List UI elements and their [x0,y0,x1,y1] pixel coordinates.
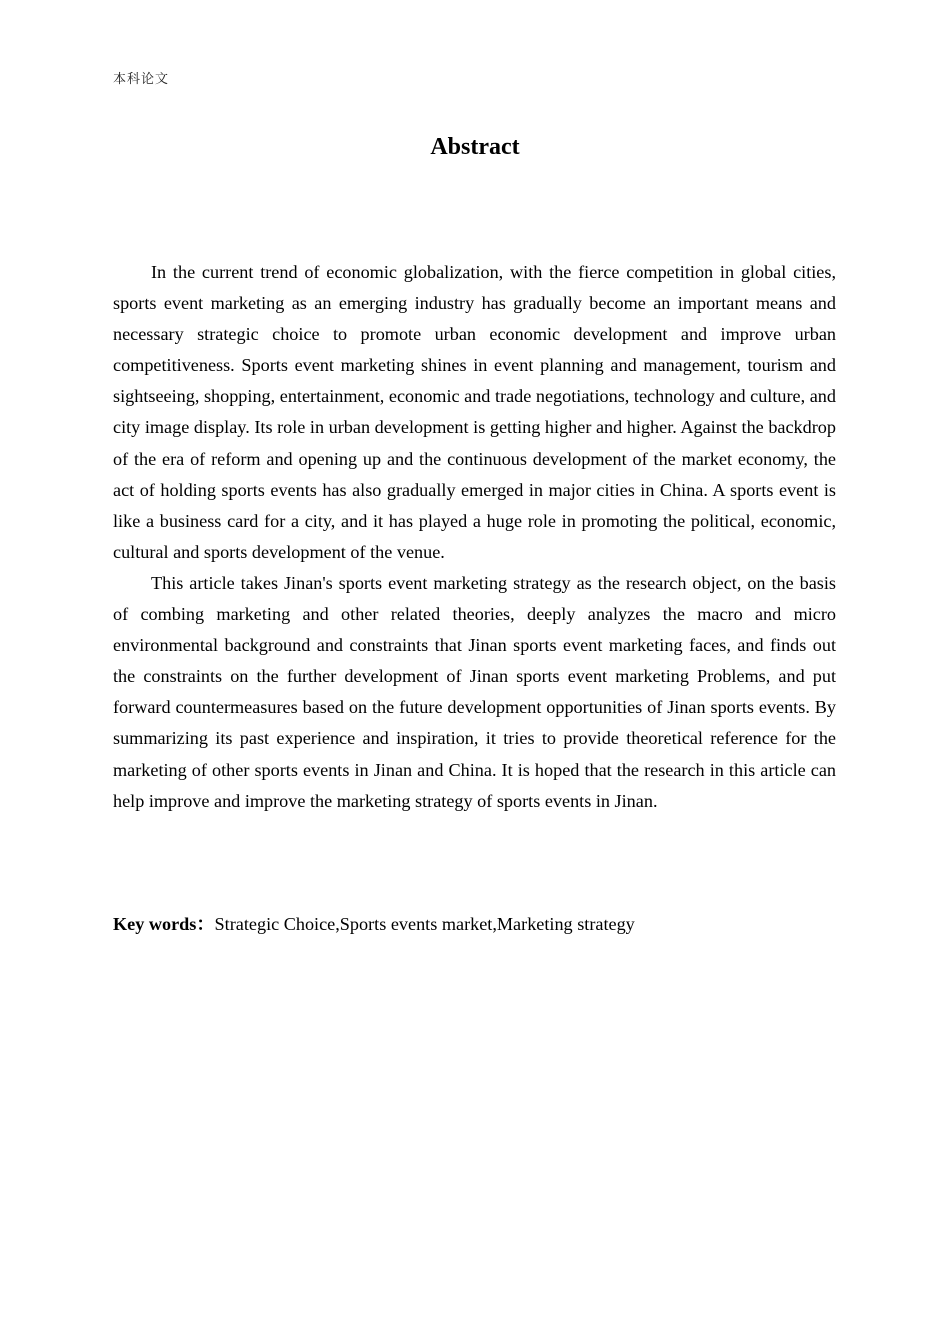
abstract-body [113,257,836,817]
keywords-label: Key words： [113,914,215,934]
abstract-paragraph-1: In the current trend of economic globalization, with the fierce competition in global cities, sports event marketing as an emerging industry has gradually become an important means and necessary strategic choice to promote urban economic development and improve urban competitiveness. Sports event marketing shines in event planning and management, tourism and sightseeing, shopping, entertainment, economic and trade negotiations, technology and culture, and city image display. Its role in urban development is getting higher and higher. Against the backdrop of the era of reform and opening up and the continuous development of the market economy, the act of holding sports events has also gradually emerged in major cities in China. A sports event is like a business card for a city, and it has played a huge role in promoting the political, economic, cultural and sports development of the venue. [113,262,836,562]
keywords-line [113,909,836,940]
abstract-paragraph-2: This article takes Jinan's sports event marketing strategy as the research object, on the basis of combing marketing and other related theories, deeply analyzes the macro and micro environmental background and constraints that Jinan sports event marketing faces, and finds out the constraints on the further development of Jinan sports event marketing Problems, and put forward countermeasures based on the future development opportunities of Jinan sports events. By summarizing its past experience and inspiration, it tries to provide theoretical reference for the marketing of other sports events in Jinan and China. It is hoped that the research in this article can help improve and improve the marketing strategy of sports events in Jinan. [113,572,836,811]
running-header: 本科论文 [113,72,170,87]
keywords-value: Strategic Choice,Sports events market,Marketing strategy [214,914,635,934]
abstract-title: Abstract [430,134,520,160]
